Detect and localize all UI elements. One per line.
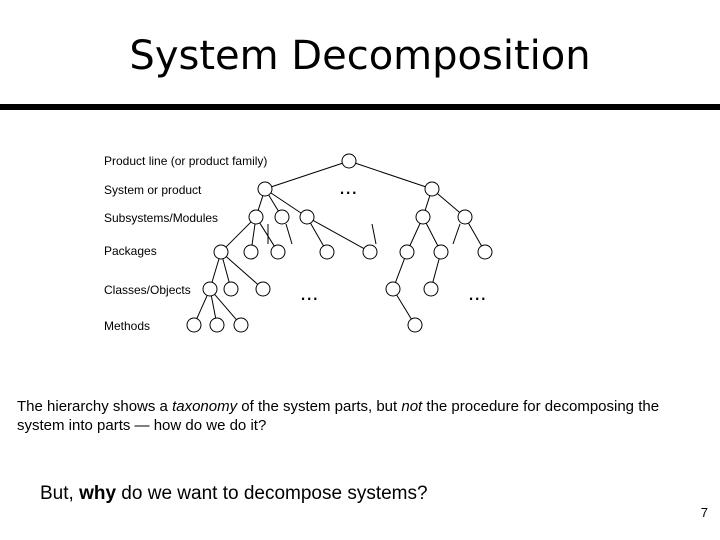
decomposition-question	[40, 482, 428, 506]
tree-node	[425, 182, 439, 196]
tree-edge-stub	[372, 224, 376, 244]
tree-node	[214, 245, 228, 259]
tree-edge	[468, 223, 481, 246]
tree-edge	[223, 259, 229, 282]
tree-edge	[215, 294, 237, 319]
ellipsis-left: ...	[300, 280, 319, 305]
hierarchy-caption	[17, 397, 707, 435]
tree-edge	[410, 223, 420, 245]
caption-emphasis-taxonomy: taxonomy	[172, 398, 238, 415]
level-label-system: System or product	[104, 183, 202, 197]
tree-edge	[252, 224, 255, 245]
tree-edge	[397, 295, 412, 319]
tree-edge	[310, 223, 323, 246]
caption-text-1: The hierarchy shows a	[17, 398, 173, 415]
tree-node	[249, 210, 263, 224]
caption-text-3: the procedure for decomposing the system into parts — how do we do it?	[17, 398, 660, 434]
tree-edge-stub	[286, 224, 292, 244]
tree-edge	[211, 296, 215, 318]
question-text-1: But,	[40, 483, 80, 504]
question-emphasis-why: why	[79, 483, 117, 504]
tree-edge	[313, 220, 364, 248]
tree-node	[408, 318, 422, 332]
tree-edge	[425, 196, 430, 211]
tree-edge	[260, 223, 275, 246]
level-label-packages: Packages	[104, 244, 157, 258]
tree-edge	[212, 259, 219, 283]
tree-node	[342, 154, 356, 168]
question-text-2: do we want to decompose systems?	[116, 483, 428, 504]
tree-node	[271, 245, 285, 259]
tree-edge	[433, 259, 439, 282]
level-label-methods: Methods	[104, 319, 151, 333]
tree-edge	[226, 257, 257, 285]
tree-node	[234, 318, 248, 332]
tree-node	[244, 245, 258, 259]
tree-node	[434, 245, 448, 259]
tree-edge	[356, 163, 426, 187]
tree-node	[210, 318, 224, 332]
ellipsis-right: ...	[468, 280, 487, 305]
tree-node	[320, 245, 334, 259]
level-label-classes: Classes/Objects	[104, 283, 191, 297]
tree-node	[363, 245, 377, 259]
tree-node	[400, 245, 414, 259]
tree-node	[424, 282, 438, 296]
tree-edge-stub	[453, 224, 460, 244]
caption-emphasis-not: not	[401, 398, 423, 415]
tree-node	[300, 210, 314, 224]
tree-node	[258, 182, 272, 196]
tree-edge	[395, 259, 404, 283]
tree-edge	[437, 194, 459, 213]
tree-node	[386, 282, 400, 296]
tree-edge	[272, 163, 343, 187]
level-label-subsystems: Subsystems/Modules	[104, 211, 219, 225]
caption-text-2: of the system parts, but	[237, 398, 402, 415]
tree-node	[203, 282, 217, 296]
tree-edge	[426, 223, 438, 246]
tree-node	[275, 210, 289, 224]
tree-node	[224, 282, 238, 296]
tree-node	[458, 210, 472, 224]
level-label-product-line: Product line (or product family)	[104, 154, 268, 168]
tree-node	[187, 318, 201, 332]
page-number: 7	[700, 505, 708, 520]
tree-edge	[197, 295, 207, 318]
tree-edge	[271, 193, 301, 213]
ellipsis-top: ...	[339, 174, 358, 199]
tree-node	[416, 210, 430, 224]
slide-title: System Decomposition	[129, 33, 591, 79]
tree-node	[256, 282, 270, 296]
tree-node	[478, 245, 492, 259]
tree-edge	[226, 222, 251, 247]
tree-edge	[258, 196, 263, 211]
